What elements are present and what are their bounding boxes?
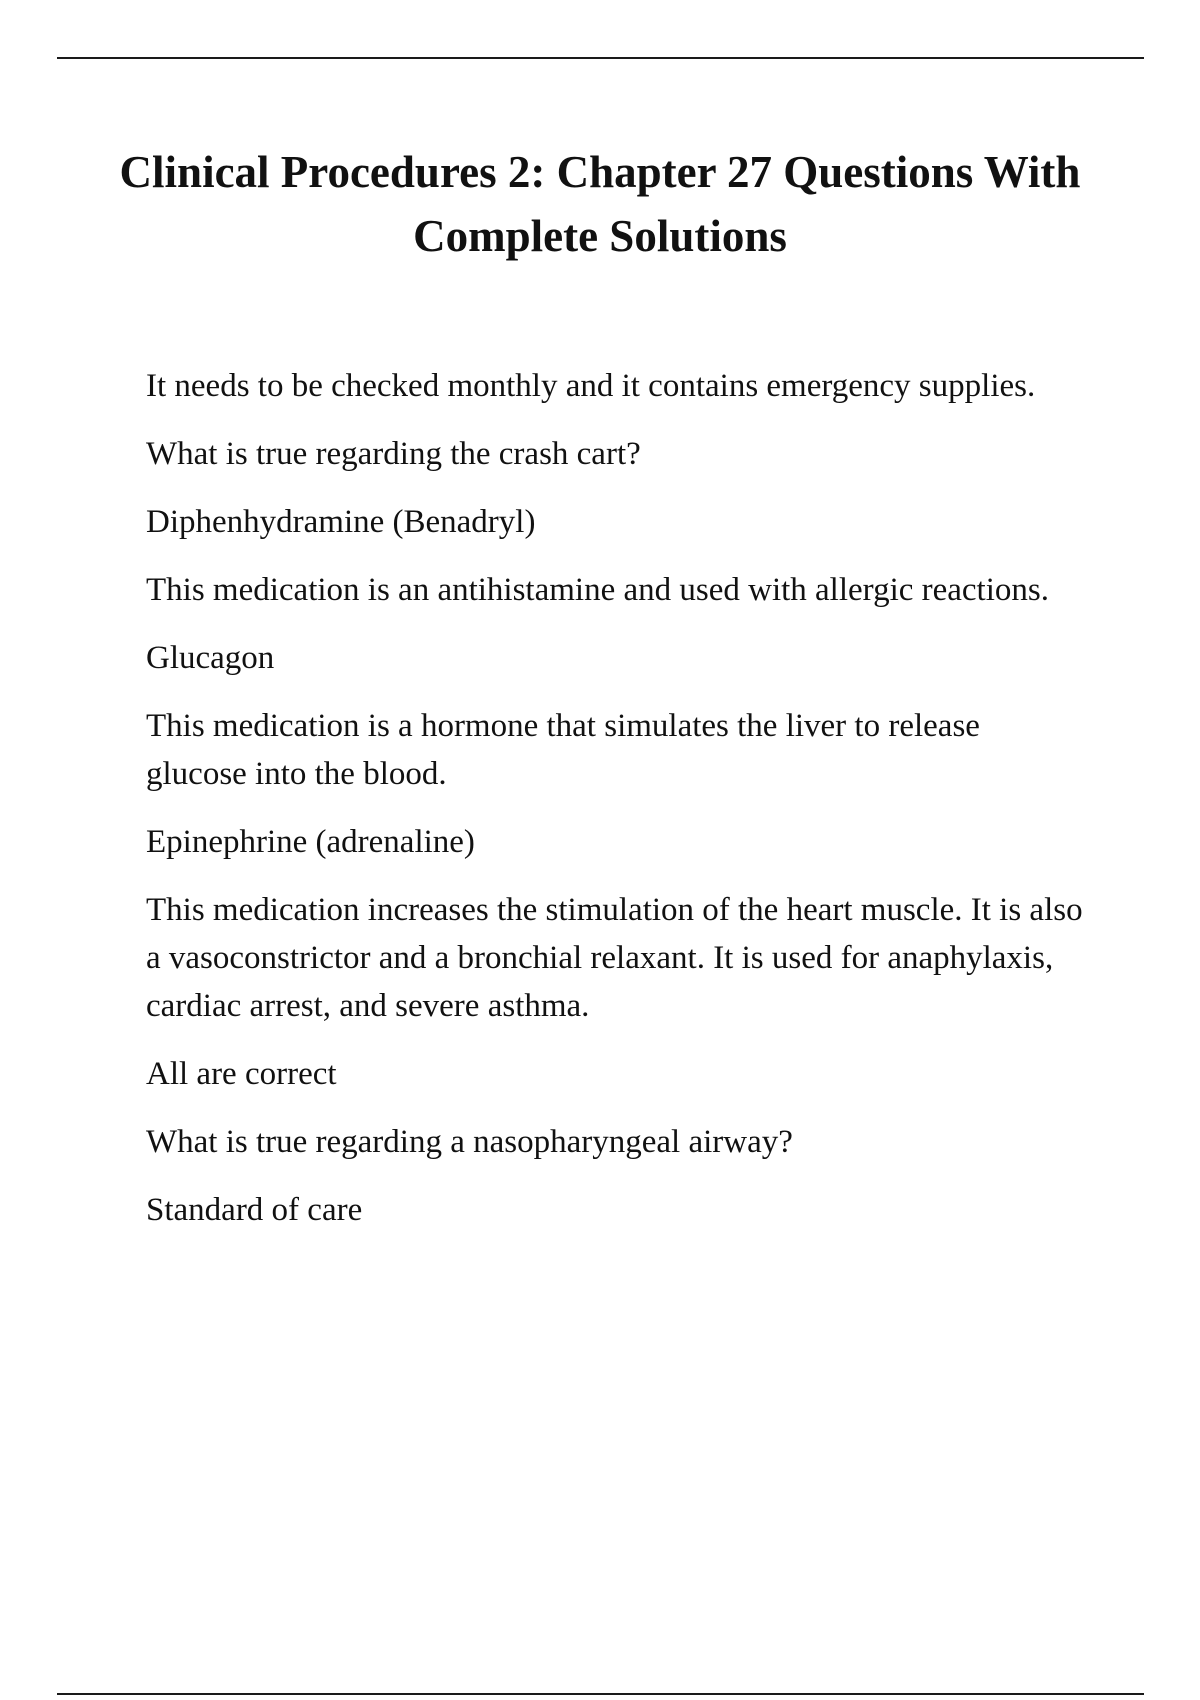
paragraph: All are correct: [146, 1056, 337, 1092]
paragraph: Glucagon: [146, 640, 275, 676]
document-body: [146, 362, 1086, 1254]
page-title: Clinical Procedures 2: Chapter 27 Questions With Complete Solutions: [119, 147, 1081, 261]
top-divider: [57, 57, 1144, 59]
paragraph: What is true regarding the crash cart?: [146, 436, 641, 472]
paragraph: It needs to be checked monthly and it contains emergency supplies.: [146, 368, 1036, 404]
paragraph: What is true regarding a nasopharyngeal airway?: [146, 1124, 793, 1160]
paragraph: This medication increases the stimulation of the heart muscle. It is also a vasoconstrictor and a bronchial relaxant. It is used for anaphylaxis, cardiac arrest, and severe asthma.: [146, 892, 1083, 1024]
paragraph: Diphenhydramine (Benadryl): [146, 504, 536, 540]
paragraph: This medication is a hormone that simulates the liver to release glucose into the blood.: [146, 708, 980, 792]
paragraph: Standard of care: [146, 1192, 363, 1228]
paragraph: Epinephrine (adrenaline): [146, 824, 475, 860]
paragraph: This medication is an antihistamine and used with allergic reactions.: [146, 572, 1049, 608]
bottom-divider: [57, 1693, 1144, 1695]
